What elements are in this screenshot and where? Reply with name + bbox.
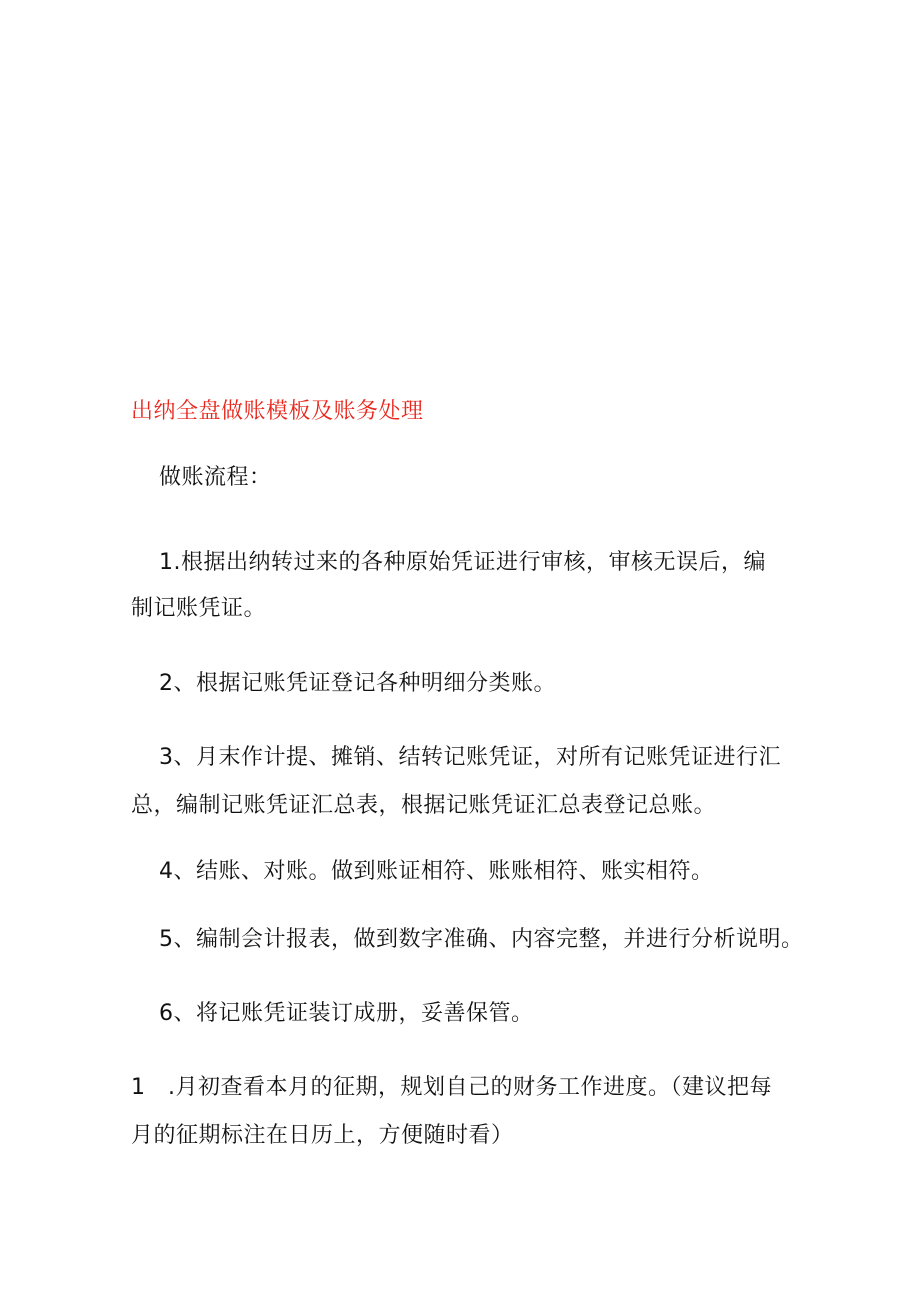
step-5: 5、编制会计报表，做到数字准确、内容完整，并进行分析说明。: [159, 927, 804, 952]
section-heading: 做账流程：: [159, 465, 272, 490]
step-3-line-1: 3、月末作计提、摊销、结转记账凭证，对所有记账凭证进行汇: [159, 745, 781, 770]
step-3-line-2: 总，编制记账凭证汇总表，根据记账凭证汇总表登记总账。: [131, 793, 717, 818]
note-line-1: 1 .月初查看本月的征期，规划自己的财务工作进度。（建议把每: [131, 1075, 772, 1100]
document-title: 出纳全盘做账模板及账务处理: [131, 399, 424, 424]
step-2: 2、根据记账凭证登记各种明细分类账。: [159, 671, 556, 696]
step-1-line-2: 制记账凭证。: [131, 596, 267, 621]
step-6: 6、将记账凭证装订成册，妥善保管。: [159, 1001, 534, 1026]
step-1-line-1: 1.根据出纳转过来的各种原始凭证进行审核，审核无误后，编: [159, 550, 766, 575]
step-4: 4、结账、对账。做到账证相符、账账相符、账实相符。: [159, 859, 714, 884]
note-line-2: 月的征期标注在日历上，方便随时看）: [131, 1123, 514, 1148]
